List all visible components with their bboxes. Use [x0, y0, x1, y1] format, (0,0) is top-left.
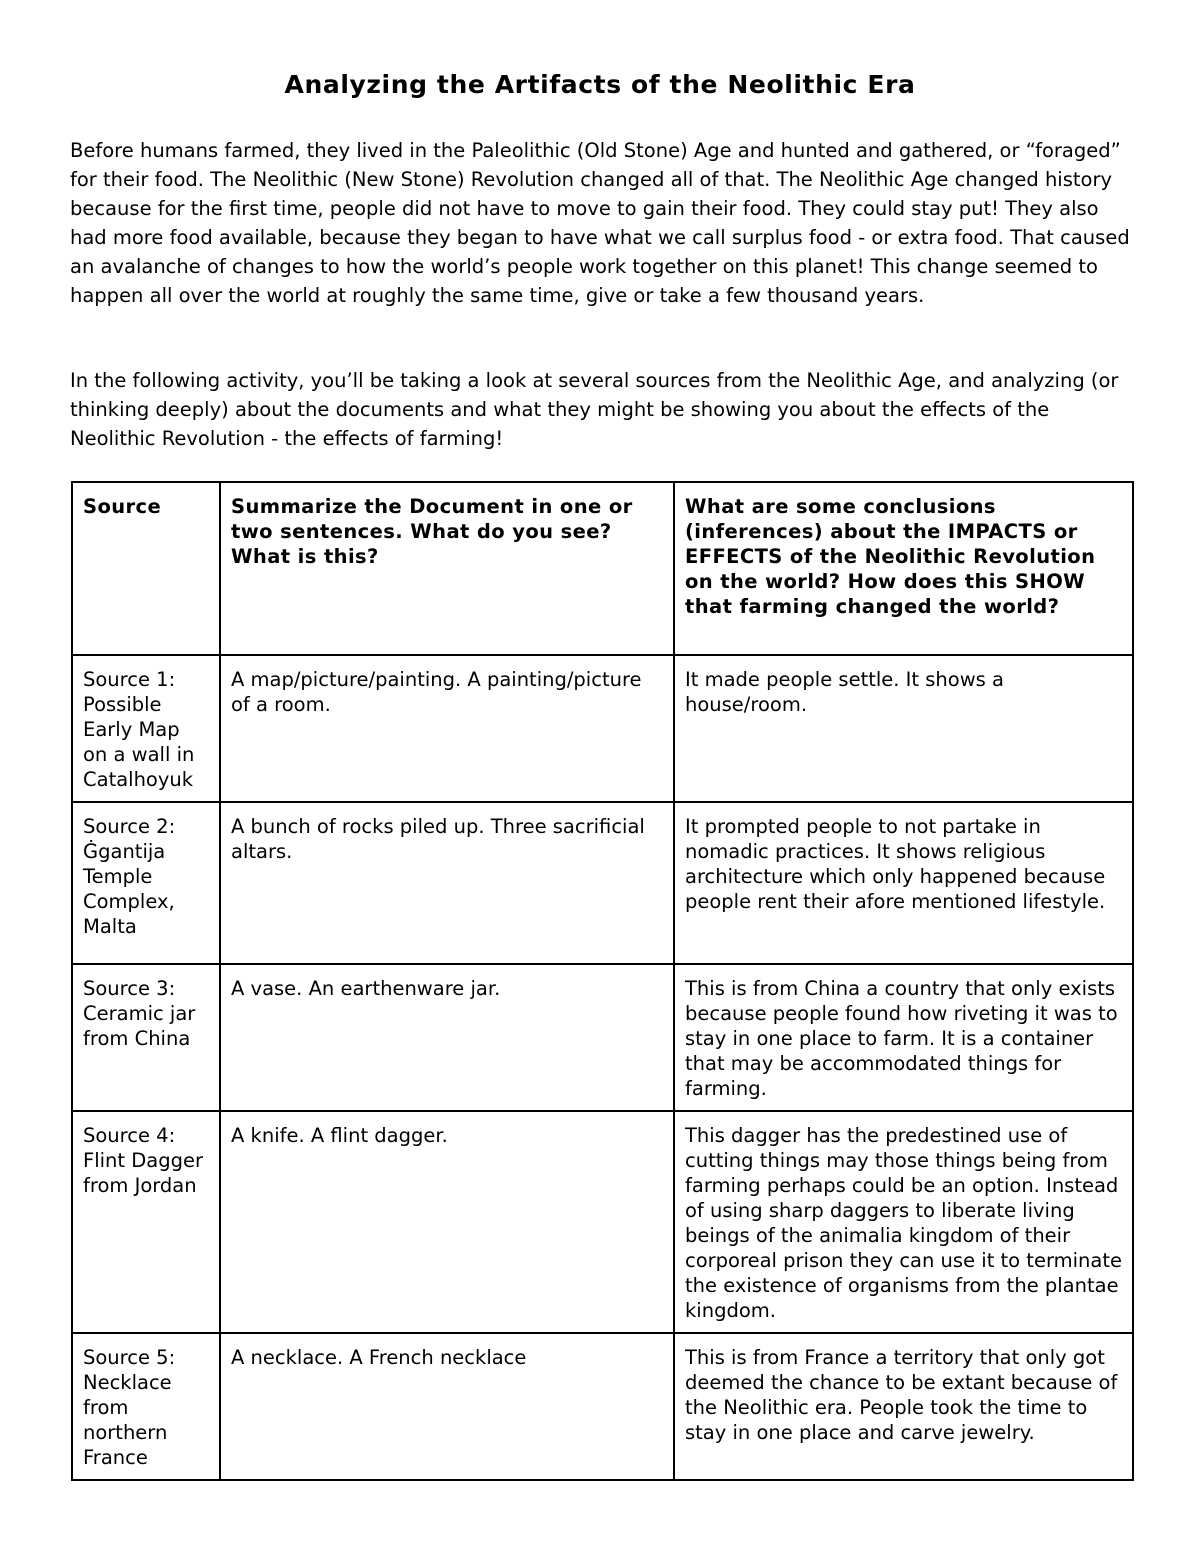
- summary-cell: A map/picture/painting. A painting/picture of a room.: [220, 655, 674, 802]
- conclusion-cell: This dagger has the predestined use of cutting things may those things being from farming perhaps could be an option. Instead of using sharp daggers to liberate living beings of the animalia kingdom of their corporeal prison they can use it to terminate the existence of organisms from the plantae kingdom.: [674, 1111, 1133, 1333]
- conclusion-cell: This is from France a territory that only got deemed the chance to be extant because of the Neolithic era. People took the time to stay in one place and carve jewelry.: [674, 1333, 1133, 1480]
- source-cell: Source 3: Ceramic jar from China: [72, 964, 220, 1111]
- header-summary: Summarize the Document in one or two sentences. What do you see? What is this?: [220, 482, 674, 655]
- page-title: Analyzing the Artifacts of the Neolithic Era: [284, 70, 916, 99]
- header-conclusions: What are some conclusions (inferences) about the IMPACTS or EFFECTS of the Neolithic Revolution on the world? How does this SHOW that farming changed the world?: [674, 482, 1133, 655]
- conclusion-cell: It prompted people to not partake in nomadic practices. It shows religious architecture which only happened because people rent their afore mentioned lifestyle.: [674, 802, 1133, 964]
- table-row: [72, 964, 1133, 1111]
- summary-cell: A necklace. A French necklace: [220, 1333, 674, 1480]
- conclusion-cell: This is from China a country that only exists because people found how riveting it was to stay in one place to farm. It is a container that may be accommodated things for farming.: [674, 964, 1133, 1111]
- table-row: [72, 655, 1133, 802]
- table-row: [72, 802, 1133, 964]
- header-source: Source: [72, 482, 220, 655]
- source-cell: Source 2: Ġgantija Temple Complex, Malta: [72, 802, 220, 964]
- table-row: [72, 1333, 1133, 1480]
- source-cell: Source 5: Necklace from northern France: [72, 1333, 220, 1480]
- artifact-table: [71, 481, 1134, 1481]
- source-cell: Source 1: Possible Early Map on a wall in Catalhoyuk: [72, 655, 220, 802]
- summary-cell: A knife. A flint dagger.: [220, 1111, 674, 1333]
- table-row: [72, 1111, 1133, 1333]
- intro-paragraph: Before humans farmed, they lived in the Paleolithic (Old Stone) Age and hunted and gathered, or “foraged” for their food. The Neolithic (New Stone) Revolution changed all of that. The Neolithic Age changed history because for the first time, people did not have to move to gain their food. They could stay put! They also had more food available, because they began to have what we call surplus food - or extra food. That caused an avalanche of changes to how the world’s people work together on this planet! This change seemed to happen all over the world at roughly the same time, give or take a few thousand years.: [70, 139, 1130, 307]
- activity-paragraph: In the following activity, you’ll be taking a look at several sources from the Neolithic Age, and analyzing (or thinking deeply) about the documents and what they might be showing you about the effects of the Neolithic Revolution - the effects of farming!: [70, 369, 1119, 450]
- summary-cell: A vase. An earthenware jar.: [220, 964, 674, 1111]
- table-header-row: [72, 482, 1133, 655]
- summary-cell: A bunch of rocks piled up. Three sacrificial altars.: [220, 802, 674, 964]
- conclusion-cell: It made people settle. It shows a house/room.: [674, 655, 1133, 802]
- source-cell: Source 4: Flint Dagger from Jordan: [72, 1111, 220, 1333]
